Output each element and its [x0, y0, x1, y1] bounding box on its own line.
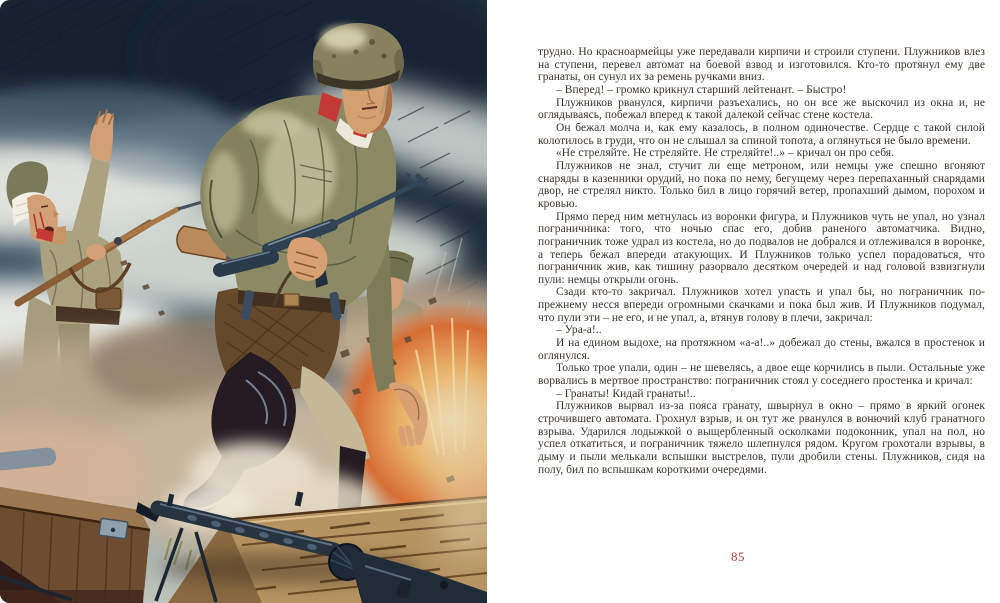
text-page [538, 0, 985, 603]
paragraph: И на едином выдохе, на протяжном «а-а!..» добежал до стены, вжался в простенок и оглянулся. [538, 337, 985, 362]
paragraph: Плужников не знал, стучит ли еще метроном, или немцы уже спешно вгоняют снаряды в казенники орудий, но пока по нему, бегущему через перепаханный снарядами двор, не стрелял никто. Только бил в лицо горячий ветер, пропахший дымом, порохом и кровью. [538, 159, 985, 210]
page-number: 85 [731, 549, 745, 564]
paragraph: трудно. Но красноармейцы уже передавали кирпичи и строили ступени. Плужников влез на ступени, перевел автомат на боевой взвод и изготовился. Кто-то протянул ему две гранаты, он сунул их за ремень ручками вниз. [538, 46, 985, 84]
paragraph: Сзади кто-то закричал. Плужников хотел упасть и упал бы, но пограничник по-прежнему несся впереди огромными скачками и пока был жив. И Плужников подумал, что пули эти – не его, и не упал, а, втянув голову в плечи, закричал: [538, 286, 985, 324]
paragraph: Плужников вырвал из-за пояса гранату, швырнул в окно – прямо в яркий огонек строчившего автомата. Грохнул взрыв, и он тут же рванулся в вонючий клуб гранатного взрыва. Ударился лодыжкой о выщербленный осколками подоконник, упал на пол, но успел откатиться, и пограничник тяжело шлепнулся рядом. Кругом грохотали взрывы, в дыму и пыли мелькали вспышки выстрелов, пули дробили стены. Плужников, сидя на полу, бил по вспышкам короткими очередями. [538, 400, 985, 476]
paragraph: – Вперед! – громко крикнул старший лейтенант. – Быстро! [556, 83, 847, 96]
paragraph: Плужников рванулся, кирпичи разъехались, но он все же выскочил из окна и, не оглядываясь, побежал вперед к такой далекой сейчас стене костела. [538, 96, 985, 122]
paragraph: – Ура-а!.. [556, 324, 602, 337]
paragraph: Только трое упали, один – не шевелясь, а двое еще корчились в пыли. Остальные уже ворвались в мертвое пространство: пограничник стоял у соседнего простенка и кричал: [538, 362, 985, 388]
paragraph: Он бежал молча и, как ему казалось, в полном одиночестве. Сердце с такой силой колотилось в груди, что он не слышал за спиной топота, а оглянуться не было времени. [538, 121, 985, 147]
paragraph: – Гранаты! Кидай гранаты!.. [556, 387, 696, 400]
war-illustration [0, 0, 487, 603]
page-text [538, 46, 985, 476]
paragraph: Прямо перед ним метнулась из воронки фигура, и Плужников чуть не упал, но узнал пограничника: того, что ночью спас его, добив раненого автоматчика. Видно, пограничник тоже удрал из костела, но до подвалов не добрался и отлеживался в воронке, а теперь бежал впереди атакующих. И Плужников только успел порадоваться, что пограничник жив, как тишину разорвало десятком очередей и над головой взвизгнули пули: немцы открыли огонь. [538, 210, 985, 286]
illustration-page [0, 0, 487, 603]
paragraph: «Не стреляйте. Не стреляйте. Не стреляйте!..» – кричал он про себя. [556, 147, 895, 160]
